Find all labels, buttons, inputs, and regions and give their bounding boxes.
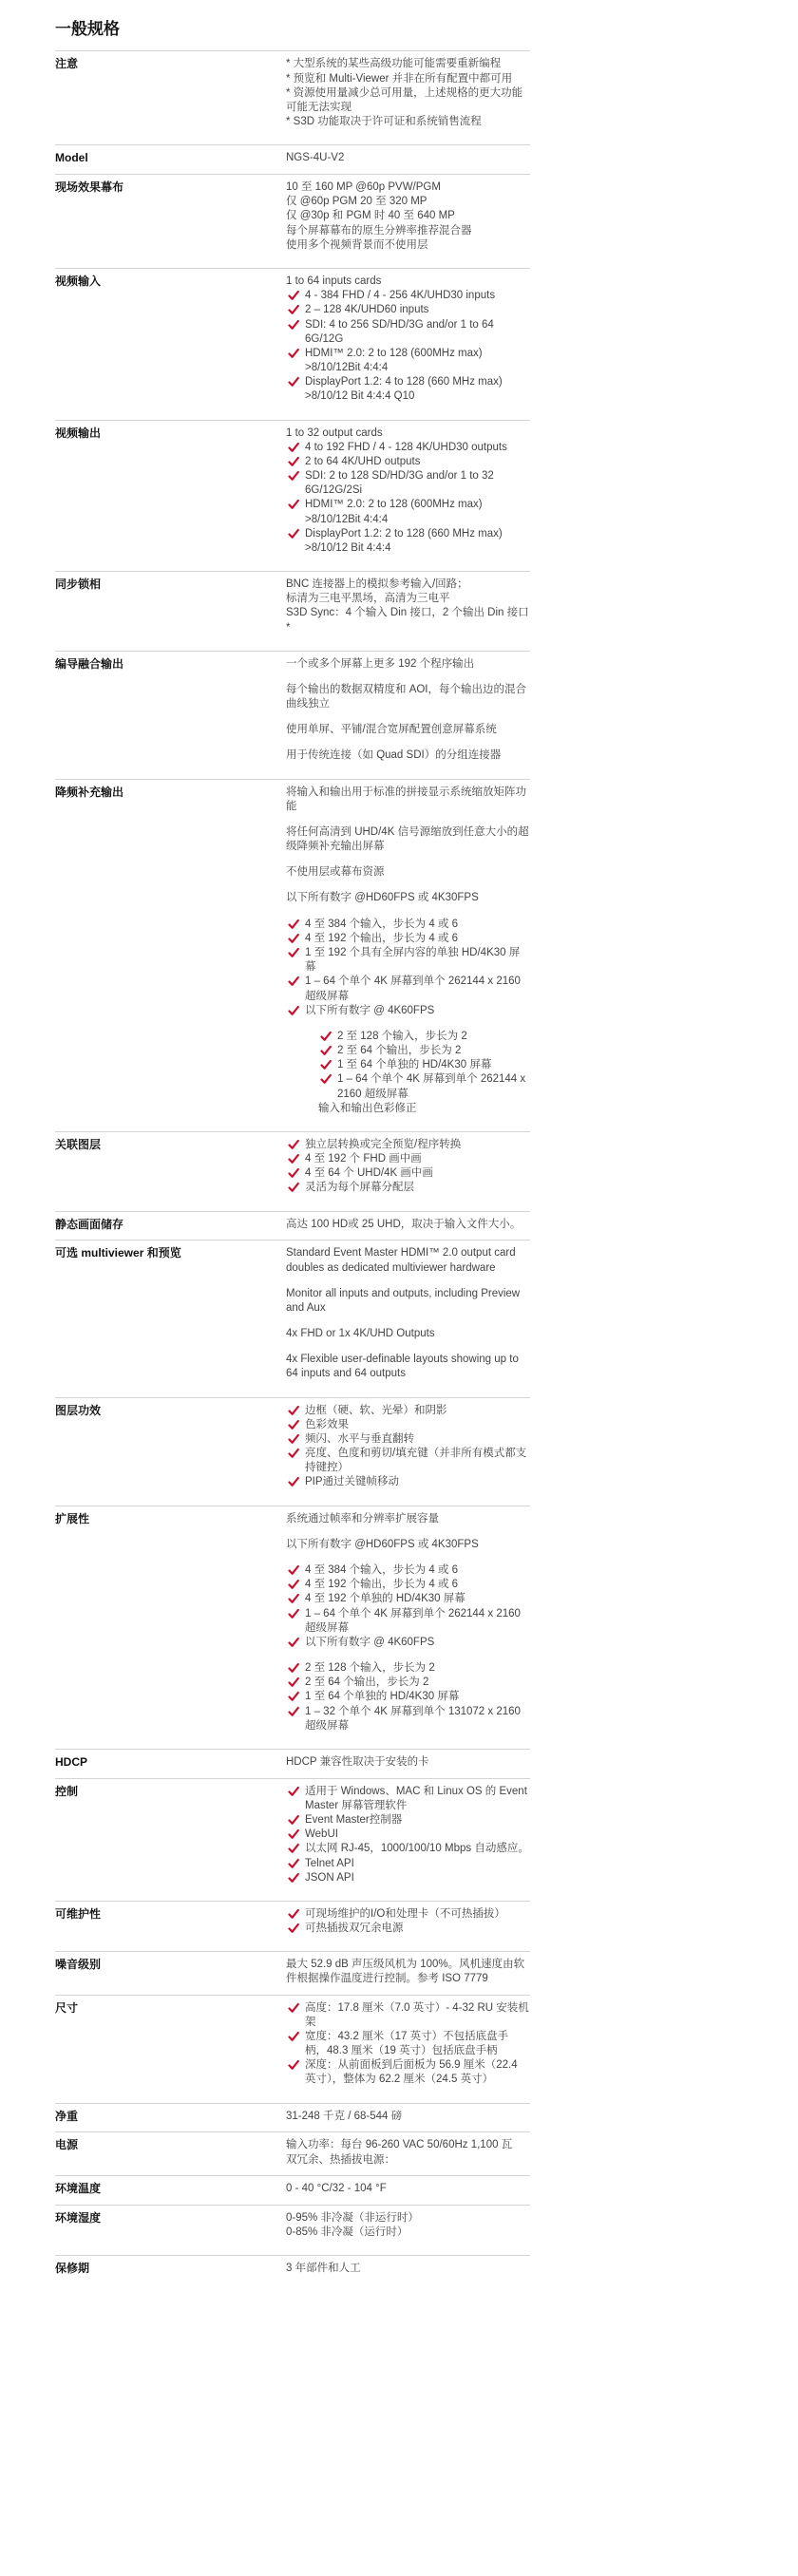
check-icon (288, 1786, 299, 1797)
spec-text: * S3D 功能取决于许可证和系统销售流程 (286, 116, 482, 128)
check-icon (288, 1608, 299, 1619)
checklist-text: 4 to 192 FHD / 4 - 128 4K/UHD30 outputs (305, 441, 507, 453)
check-icon (288, 456, 299, 467)
spacer (286, 880, 530, 891)
checklist-item (286, 498, 530, 526)
check-icon (288, 1448, 299, 1459)
spec-row (55, 1749, 530, 1778)
spacer (286, 1526, 530, 1538)
spec-text: * 大型系统的某些高级功能可能需要重新编程 (286, 58, 502, 70)
check-icon (288, 1637, 299, 1648)
spec-value (286, 1958, 530, 1986)
checklist-text: 宽度：43.2 厘米（17 英寸）不包括底盘手柄，48.3 厘米（19 英寸）包括底盘手柄 (305, 2030, 509, 2057)
check-icon (288, 1419, 299, 1430)
checklist-text: 1 至 64 个单独的 HD/4K30 屏幕 (337, 1059, 492, 1071)
checklist-item (286, 318, 530, 347)
checklist-item (286, 375, 530, 404)
spec-text: 将任何高清到 UHD/4K 信号源缩放到任意大小的超级降频补充输出屏幕 (286, 825, 529, 853)
check-icon (320, 1059, 332, 1070)
spec-text: 3 年部件和人工 (286, 2262, 361, 2274)
check-icon (288, 499, 299, 510)
checklist-text: Telnet API (305, 1857, 354, 1869)
spec-row (55, 1995, 530, 2103)
checklist-text: 可热插拔双冗余电源 (305, 1923, 404, 1935)
checklist-text: SDI: 4 to 256 SD/HD/3G and/or 1 to 64 6G/12G (305, 318, 494, 345)
spec-text: 以下所有数字 @HD60FPS 或 4K30FPS (286, 892, 479, 904)
spec-label: 环境温度 (55, 2181, 102, 2195)
check-icon (288, 1433, 299, 1445)
spec-label: 控制 (55, 1784, 79, 1798)
spec-value (286, 1785, 530, 1885)
spec-row (55, 651, 530, 779)
spec-text: 0-95% 非冷凝（非运行时） (286, 2211, 419, 2224)
checklist-text: 1 – 64 个单个 4K 屏幕到单个 262144 x 2160 超级屏幕 (337, 1073, 526, 1100)
spec-label: 环境湿度 (55, 2210, 102, 2225)
checklist-item (286, 1166, 530, 1181)
checklist-text: Event Master控制器 (305, 1814, 403, 1827)
checklist-item (286, 1563, 530, 1578)
spec-value (286, 786, 530, 1116)
check-icon (288, 1182, 299, 1193)
checklist-item (286, 1785, 530, 1813)
check-icon (288, 2059, 299, 2071)
spec-text: 每个屏幕幕布的原生分辨率推荐混合器 (286, 224, 472, 237)
checklist-text: 边框（硬、软、光晕）和阴影 (305, 1404, 447, 1416)
checklist-item (286, 1907, 530, 1922)
check-icon (288, 947, 299, 958)
spec-row (55, 144, 530, 174)
spec-value (286, 2211, 530, 2240)
spec-label: 尺寸 (55, 2000, 79, 2015)
spec-text: 系统通过帧率和分辨率扩展容量 (286, 1512, 439, 1525)
check-icon (288, 1579, 299, 1590)
spec-row (55, 268, 530, 420)
spec-text: S3D Sync：4 个输入 Din 接口，2 个输出 Din 接口 * (286, 607, 529, 634)
page-title: 一般规格 (55, 20, 120, 38)
spec-text: 使用单屏、平铺/混合宽屏配置创意屏幕系统 (286, 724, 497, 736)
spec-row (55, 779, 530, 1131)
check-icon (288, 1923, 299, 1934)
checklist-text: 4 至 192 个 FHD 画中画 (305, 1153, 422, 1165)
spec-row (55, 1131, 530, 1211)
spec-label: 扩展性 (55, 1511, 90, 1525)
check-icon (288, 1908, 299, 1920)
checklist-text: 4 至 192 个单独的 HD/4K30 屏幕 (305, 1593, 466, 1605)
spacer (286, 814, 530, 825)
check-icon (288, 1706, 299, 1717)
checklist-item (286, 975, 530, 1003)
checklist-item (286, 1607, 530, 1636)
spec-label: 电源 (55, 2138, 79, 2152)
checklist-text: 4 - 384 FHD / 4 - 256 4K/UHD30 inputs (305, 290, 496, 302)
checklist-item (286, 1432, 530, 1447)
check-icon (288, 1872, 299, 1884)
checklist-item (286, 1871, 530, 1885)
check-icon (288, 348, 299, 359)
spec-row (55, 571, 530, 651)
check-icon (320, 1031, 332, 1042)
spec-value (286, 2110, 530, 2125)
check-icon (288, 442, 299, 453)
spec-label: 现场效果幕布 (55, 180, 124, 195)
check-icon (288, 1139, 299, 1150)
check-icon (288, 1167, 299, 1179)
check-icon (288, 528, 299, 540)
spacer (286, 672, 530, 683)
checklist-item (286, 1592, 530, 1606)
check-icon (288, 2031, 299, 2042)
check-icon (288, 1691, 299, 1702)
checklist-item (286, 1044, 530, 1058)
checklist-text: 4 至 384 个输入，步长为 4 或 6 (305, 918, 459, 930)
checklist-text: 1 至 192 个具有全屏内容的单独 HD/4K30 屏幕 (305, 947, 521, 974)
spec-value (286, 2001, 530, 2088)
spec-row (55, 174, 530, 268)
check-icon (288, 1153, 299, 1165)
checklist-item (286, 347, 530, 375)
spec-text: * 资源使用量减少总可用量，上述规格的更大功能可能无法实现 (286, 86, 523, 113)
checklist-item (286, 1447, 530, 1475)
checklist-text: 4 至 64 个 UHD/4K 画中画 (305, 1167, 433, 1180)
checklist-text: 4 至 192 个输出，步长为 4 或 6 (305, 932, 459, 944)
checklist-text: 4 至 384 个输入，步长为 4 或 6 (305, 1563, 459, 1576)
spec-text: 仅 @60p PGM 20 至 320 MP (286, 196, 428, 208)
check-icon (288, 1843, 299, 1854)
checklist-text: 可现场维护的I/O和处理卡（不可热插拔） (305, 1907, 505, 1920)
spec-value (286, 180, 530, 253)
checklist-item (286, 1181, 530, 1195)
check-icon (288, 2002, 299, 2014)
spec-label: 视频输入 (55, 274, 102, 288)
spec-text: Monitor all inputs and outputs, including Preview and Aux (286, 1287, 521, 1314)
spec-label: 噪音级别 (55, 1958, 102, 1972)
checklist-text: 亮度、色度和剪切/填充键（并非所有模式都支持键控） (305, 1448, 527, 1474)
spec-row (55, 2255, 530, 2284)
checklist-item (286, 1922, 530, 1936)
checklist-item (286, 303, 530, 317)
checklist-item (286, 1636, 530, 1650)
check-icon (288, 304, 299, 315)
spec-value (286, 1138, 530, 1196)
checklist-text: JSON API (305, 1871, 354, 1884)
spec-label: 静态画面储存 (55, 1217, 124, 1231)
spec-text: 使用多个视频背景而不使用层 (286, 238, 428, 251)
spec-table (55, 50, 798, 2283)
spec-text: 每个输出的数据双精度和 AOI，每个输出边的混合曲线独立 (286, 683, 527, 710)
checklist-item (286, 1152, 530, 1166)
spec-label: 降频补充输出 (55, 785, 124, 799)
checklist-text: 1 – 64 个单个 4K 屏幕到单个 262144 x 2160 超级屏幕 (305, 975, 521, 1002)
checklist-item (286, 1857, 530, 1871)
spec-text: 高达 100 HD或 25 UHD，取决于输入文件大小。 (286, 1218, 522, 1230)
spacer (286, 737, 530, 748)
spec-label: 保修期 (55, 2261, 90, 2275)
spec-row (55, 2103, 530, 2132)
checklist-text: 高度：17.8 厘米（7.0 英寸）- 4-32 RU 安装机架 (305, 2001, 529, 2028)
checklist-item (286, 469, 530, 498)
spec-text: 双冗余、热插拔电源： (286, 2153, 395, 2166)
checklist-text: HDMI™ 2.0: 2 to 128 (600MHz max) >8/10/12Bit 4:4:4 (305, 347, 483, 374)
checklist-item (286, 946, 530, 975)
checklist-text: 2 至 128 个输入，步长为 2 (305, 1662, 435, 1675)
check-icon (288, 1662, 299, 1674)
spec-text: 31-248 千克 / 68-544 磅 (286, 2110, 403, 2122)
spec-label: 同步锁相 (55, 578, 102, 592)
spec-row (55, 2131, 530, 2174)
checklist-text: 4 至 192 个输出，步长为 4 或 6 (305, 1579, 459, 1591)
spec-text: 4x FHD or 1x 4K/UHD Outputs (286, 1328, 435, 1340)
checklist-text: SDI: 2 to 128 SD/HD/3G and/or 1 to 32 6G/12G/2Si (305, 470, 494, 497)
checklist-text: 以下所有数字 @ 4K60FPS (305, 1004, 435, 1016)
check-icon (288, 1564, 299, 1576)
spec-value (286, 1512, 530, 1733)
spec-label: HDCP (55, 1754, 88, 1769)
checklist-item (286, 441, 530, 455)
spec-row (55, 1901, 530, 1951)
spec-value (286, 2138, 530, 2167)
spec-value (286, 1246, 530, 1381)
spec-row (55, 2175, 530, 2205)
checklist-item (286, 1813, 530, 1828)
checklist-item (286, 527, 530, 556)
check-icon (320, 1045, 332, 1056)
spec-text: 1 to 32 output cards (286, 426, 383, 439)
checklist-text: 独立层转换或完全预览/程序转换 (305, 1138, 462, 1150)
spec-text: BNC 连接器上的模拟参考输入/回路； (286, 578, 468, 591)
spec-value (286, 57, 530, 129)
spec-text: 将输入和输出用于标准的拼接显示系统缩放矩阵功能 (286, 786, 526, 812)
checklist-text: 适用于 Windows、MAC 和 Linux OS 的 Event Master 屏幕管理软件 (305, 1785, 527, 1811)
checklist-item (286, 1828, 530, 1842)
spec-row (55, 50, 530, 144)
checklist-text: 频闪、水平与垂直翻转 (305, 1432, 414, 1445)
spec-value (286, 1907, 530, 1936)
checklist-text: DisplayPort 1.2: 4 to 128 (660 MHz max) >8/10/12 Bit 4:4:4 Q10 (305, 376, 503, 403)
spec-row (55, 2205, 530, 2255)
checklist-item (286, 1418, 530, 1432)
spec-value (286, 2182, 530, 2197)
spec-label: 图层功效 (55, 1403, 102, 1417)
checklist-text: 色彩效果 (305, 1418, 349, 1430)
checklist-text: 以下所有数字 @ 4K60FPS (305, 1636, 435, 1648)
checklist-text: 2 至 128 个输入，步长为 2 (337, 1030, 467, 1042)
spacer (286, 711, 530, 723)
spec-label: 净重 (55, 2109, 79, 2123)
spec-row (55, 1240, 530, 1396)
check-icon (288, 470, 299, 482)
check-icon (288, 1476, 299, 1487)
check-icon (288, 376, 299, 388)
checklist-item (286, 932, 530, 946)
checklist-text: PIP通过关键帧移动 (305, 1476, 400, 1488)
checklist-item (286, 1578, 530, 1592)
spec-label: 可维护性 (55, 1906, 102, 1921)
checklist-text: 灵活为每个屏幕分配层 (305, 1182, 414, 1194)
check-icon (288, 1858, 299, 1869)
spec-label: 注意 (55, 57, 79, 71)
spec-text: NGS-4U-V2 (286, 152, 345, 164)
spec-value (286, 578, 530, 635)
spec-text: 仅 @30p 和 PGM 时 40 至 640 MP (286, 210, 455, 222)
checklist-text: 2 to 64 4K/UHD outputs (305, 455, 421, 467)
spec-text: 以下所有数字 @HD60FPS 或 4K30FPS (286, 1538, 479, 1550)
check-icon (288, 1593, 299, 1604)
spec-text: 最大 52.9 dB 声压级风机为 100%。风机速度由软件根据操作温度进行控制。参考 ISO 7779 (286, 1959, 525, 1985)
spec-text: Standard Event Master HDMI™ 2.0 output card doubles as dedicated multiviewer hardware (286, 1247, 516, 1274)
checklist-text: 1 – 64 个单个 4K 屏幕到单个 262144 x 2160 超级屏幕 (305, 1607, 521, 1634)
spec-text: 不使用层或幕布资源 (286, 866, 385, 879)
checklist-item (286, 1705, 530, 1733)
check-icon (288, 1005, 299, 1016)
spec-row (55, 1778, 530, 1901)
check-icon (288, 1828, 299, 1840)
checklist-item (286, 1030, 530, 1044)
checklist-text: WebUI (305, 1828, 338, 1841)
checklist-item (286, 455, 530, 469)
spec-label: 可选 multiviewer 和预览 (55, 1246, 181, 1260)
spec-text: 4x Flexible user-definable layouts showing up to 64 inputs and 64 outputs (286, 1354, 519, 1380)
checklist-text: 2 至 64 个输出，步长为 2 (337, 1045, 462, 1057)
checklist-text: 2 至 64 个输出，步长为 2 (305, 1676, 429, 1689)
spec-text: HDCP 兼容性取决于安装的卡 (286, 1755, 429, 1768)
checklist-text: DisplayPort 1.2: 2 to 128 (660 MHz max) >8/10/12 Bit 4:4:4 (305, 527, 503, 554)
check-icon (288, 919, 299, 930)
spec-value (286, 1404, 530, 1490)
spec-row (55, 1951, 530, 1994)
spec-text: 标清为三电平黑场，高清为三电平 (286, 593, 450, 605)
spec-value (286, 657, 530, 764)
spacer (286, 1276, 530, 1287)
check-icon (288, 1676, 299, 1688)
spec-text: * 预览和 Multi-Viewer 并非在所有配置中都可用 (286, 72, 513, 85)
checklist-item (286, 2058, 530, 2087)
check-icon (288, 933, 299, 944)
checklist-item (286, 1690, 530, 1704)
check-icon (288, 1814, 299, 1826)
checklist-item (286, 1138, 530, 1152)
spacer (286, 1341, 530, 1353)
spec-label: 视频输出 (55, 426, 102, 440)
check-icon (320, 1073, 332, 1085)
spec-value (286, 1755, 530, 1771)
checklist-item (286, 1072, 530, 1101)
check-icon (288, 290, 299, 301)
spec-text: 一个或多个屏幕上更多 192 个程序输出 (286, 657, 475, 670)
checklist-item (286, 1676, 530, 1690)
checklist-item (286, 2030, 530, 2058)
spec-text: 0 - 40 °C/32 - 104 °F (286, 2182, 387, 2194)
checklist-item (286, 1842, 530, 1856)
checklist-text: HDMI™ 2.0: 2 to 128 (600MHz max) >8/10/12Bit 4:4:4 (305, 499, 483, 525)
checklist-text: 以太网 RJ-45，1000/100/10 Mbps 自动感应。 (305, 1843, 529, 1855)
spec-row (55, 1397, 530, 1506)
spacer (286, 1316, 530, 1327)
spec-value (286, 426, 530, 557)
checklist-text: 1 至 64 个单独的 HD/4K30 屏幕 (305, 1691, 460, 1703)
checklist-item (286, 1404, 530, 1418)
checklist-text: 深度：从前面板到后面板为 56.9 厘米（22.4 英寸），整体为 62.2 厘米（24.5 英寸） (305, 2059, 518, 2086)
spacer (286, 1552, 530, 1563)
checklist-text: 2 – 128 4K/UHD60 inputs (305, 304, 429, 316)
checklist-item (286, 1475, 530, 1489)
spec-value (286, 1218, 530, 1233)
spacer (286, 906, 530, 918)
spec-text: 0-85% 非冷凝（运行时） (286, 2226, 408, 2238)
spec-text: 1 to 64 inputs cards (286, 275, 382, 287)
spec-row (55, 1506, 530, 1749)
checklist-item (286, 918, 530, 932)
spec-text: 用于传统连接（如 Quad SDI）的分组连接器 (286, 749, 502, 762)
checklist-item (286, 289, 530, 303)
spec-label: 关联图层 (55, 1137, 102, 1151)
spec-label: 编导融合输出 (55, 656, 124, 671)
checklist-item (286, 1058, 530, 1072)
spec-value (286, 2262, 530, 2277)
spacer (286, 854, 530, 865)
spec-text: 输入功率：每台 96-260 VAC 50/60Hz 1,100 瓦 (286, 2139, 513, 2151)
spec-row (55, 420, 530, 572)
spec-value (286, 151, 530, 166)
check-icon (288, 975, 299, 987)
checklist-text: 1 – 32 个单个 4K 屏幕到单个 131072 x 2160 超级屏幕 (305, 1705, 521, 1732)
spec-value (286, 275, 530, 405)
spacer (286, 1650, 530, 1661)
spec-text: 输入和输出色彩修正 (318, 1102, 417, 1114)
spec-row (55, 1211, 530, 1241)
checklist-item (286, 1661, 530, 1676)
checklist-item (286, 2001, 530, 2030)
spec-text: 10 至 160 MP @60p PVW/PGM (286, 181, 441, 194)
spacer (286, 1018, 530, 1030)
spec-label: Model (55, 151, 88, 165)
checklist-item (286, 1004, 530, 1018)
check-icon (288, 319, 299, 331)
check-icon (288, 1405, 299, 1416)
